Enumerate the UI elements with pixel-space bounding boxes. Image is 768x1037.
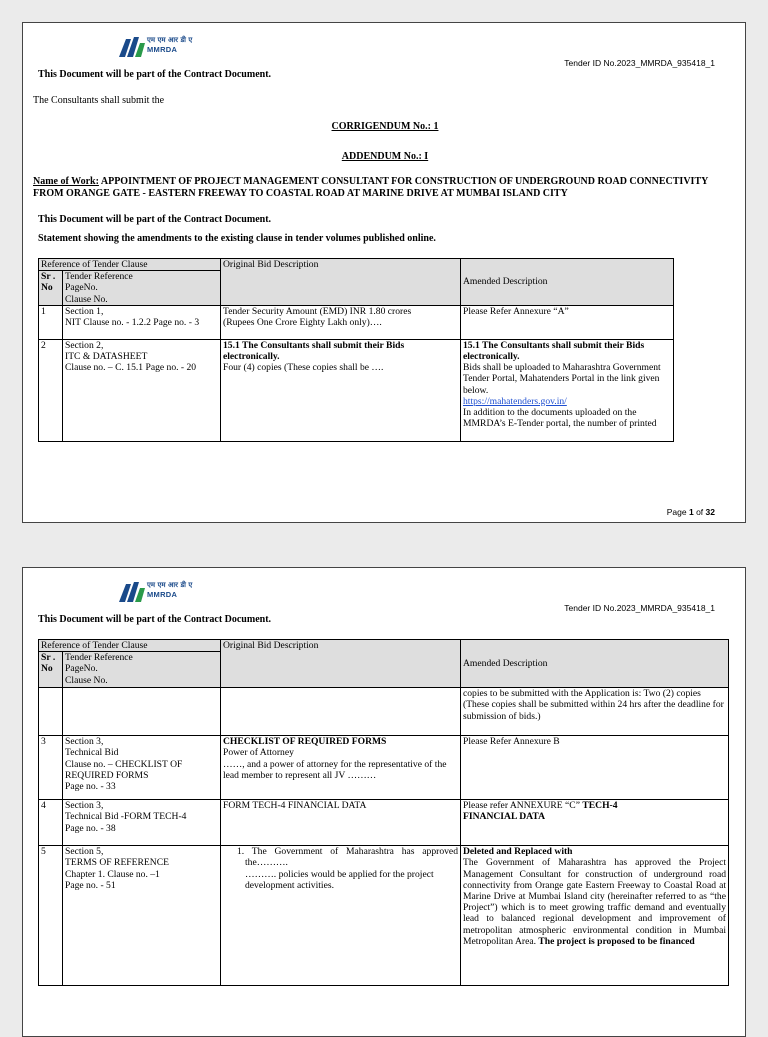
logo-hindi-text: एम एम आर डी ए	[147, 581, 193, 589]
name-of-work-text: APPOINTMENT OF PROJECT MANAGEMENT CONSULTANT FOR CONSTRUCTION OF UNDERGROUND ROAD CONNECTIVITY FROM ORANGE GATE - EASTERN FREEWAY TO COASTAL ROAD AT MARINE DRIVE AT MUMBAI ISLAND CITY	[33, 176, 708, 199]
row-orig-line: Power of Attorney	[223, 747, 294, 759]
row-amended	[461, 846, 729, 986]
header-ref-group: Reference of Tender Clause	[39, 640, 221, 652]
row-amended-line: Bids shall be uploaded to Maharashtra Government Tender Portal, Mahatenders Portal in the link given below.	[463, 362, 661, 396]
row-ref-line: Page no. - 33	[65, 781, 116, 793]
corrigendum-heading: CORRIGENDUM No.: 1	[331, 121, 439, 132]
row-ref-line: Clause no. – CHECKLIST OF	[65, 758, 183, 770]
contract-note: This Document will be part of the Contract Document.	[38, 614, 272, 625]
row-ref-line: Technical Bid	[65, 747, 119, 759]
mahatenders-link[interactable]: https://mahatenders.gov.in/	[463, 395, 567, 407]
header-tender-ref-3: Clause No.	[65, 674, 108, 686]
row-ref-line: Clause no. – C. 15.1 Page no. - 20	[65, 362, 197, 374]
page-of: of	[693, 507, 706, 517]
header-tender-ref-2: PageNo.	[65, 663, 98, 675]
header-sr: Sr . No	[39, 271, 63, 306]
page-total: 32	[705, 507, 715, 517]
document-page-1	[22, 22, 746, 523]
header-tender-ref-2: PageNo.	[65, 282, 98, 294]
row-sr: 1	[39, 305, 63, 339]
mmrda-logo	[119, 33, 192, 57]
row-ref-line: REQUIRED FORMS	[65, 769, 149, 781]
table-row	[39, 736, 729, 800]
header-ref-group: Reference of Tender Clause	[39, 259, 221, 271]
logo-name: MMRDA	[147, 45, 178, 54]
row-ref-line: Section 2,	[65, 339, 104, 351]
row-orig-line: Tender Security Amount (EMD) INR 1.80 crores	[223, 305, 412, 317]
header-amended: Amended Description	[461, 640, 729, 688]
amendments-table	[38, 639, 729, 986]
contract-note-2: This Document will be part of the Contract Document.	[38, 214, 272, 225]
row-sr	[39, 688, 63, 736]
row-reference	[63, 339, 221, 441]
mmrda-logo-icon	[119, 33, 145, 57]
amendments-table	[38, 258, 674, 442]
row-original	[221, 305, 461, 339]
row-orig-line: Four (4) copies (These copies shall be ….	[223, 362, 384, 374]
row-amended	[461, 339, 674, 441]
row-sr: 4	[39, 800, 63, 846]
header-tender-ref-1: Tender Reference	[65, 271, 133, 283]
page-number	[667, 507, 715, 517]
row-ref-line: Section 1,	[65, 305, 104, 317]
header-tender-reference	[63, 652, 221, 688]
tender-id: Tender ID No.2023_MMRDA_935418_1	[564, 603, 715, 613]
table-row	[39, 339, 674, 441]
contract-note: This Document will be part of the Contract Document.	[38, 69, 272, 80]
row-ref-line: TERMS OF REFERENCE	[65, 857, 169, 869]
row-amended: Please Refer Annexure “A”	[461, 305, 674, 339]
row-amended-bold: The project is proposed to be financed	[538, 935, 695, 947]
header-tender-ref-3: Clause No.	[65, 293, 108, 305]
row-original	[221, 736, 461, 800]
row-ref-line: Page no. - 38	[65, 822, 116, 834]
table-row	[39, 846, 729, 986]
row-orig-bold: 15.1 The Consultants shall submit their Bids electronically.	[223, 339, 405, 363]
logo-hindi-text: एम एम आर डी ए	[147, 36, 193, 44]
row-ref-line: Chapter 1. Clause no. –1	[65, 868, 160, 880]
table-row	[39, 800, 729, 846]
row-amended-line: In addition to the documents uploaded on the MMRDA’s E-Tender portal, the number of printed	[463, 407, 657, 430]
row-orig-line: (Rupees One Crore Eighty Lakh only)….	[223, 317, 382, 329]
row-ref-line: Page no. - 51	[65, 879, 116, 891]
row-ref-line: NIT Clause no. - 1.2.2 Page no. - 3	[65, 317, 200, 329]
row-orig-bold: CHECKLIST OF REQUIRED FORMS	[223, 736, 387, 748]
header-amended: Amended Description	[461, 259, 674, 306]
row-reference	[63, 688, 221, 736]
row-original: FORM TECH-4 FINANCIAL DATA	[221, 800, 461, 846]
header-sr: Sr . No	[39, 652, 63, 688]
row-ref-line: Technical Bid -FORM TECH-4	[65, 811, 187, 823]
row-original	[221, 688, 461, 736]
row-amended-line: The Government of Maharashtra has approved the Project Management Consultant for construction of underground road connectivity from Orange gate Eastern Freeway to Coastal Road at Marine Drive at Mumbai Island city (hereinafter referred to as “the Project”) which is to meet growing traffic demand and eventually lead to balanced regional development and improvement of metropolitan atmospheric environmental condition in Mumbai Metropolitan Area.	[463, 857, 726, 947]
logo-name: MMRDA	[147, 590, 178, 599]
header-original: Original Bid Description	[221, 640, 461, 688]
name-of-work	[33, 176, 723, 200]
row-amended-bold: 15.1 The Consultants shall submit their Bids electronically.	[463, 339, 645, 363]
statement-text: Statement showing the amendments to the existing clause in tender volumes published online.	[38, 233, 436, 244]
addendum-heading: ADDENDUM No.: I	[341, 151, 429, 162]
document-page-2	[22, 567, 746, 1037]
name-of-work-label: Name of Work:	[33, 176, 99, 187]
table-row	[39, 305, 674, 339]
row-reference	[63, 736, 221, 800]
row-amended-bold: TECH-4	[582, 800, 618, 812]
row-amended-line: Please refer ANNEXURE “C”	[463, 800, 583, 812]
row-ref-line: Section 5,	[65, 846, 104, 858]
page-current: 1	[688, 507, 694, 517]
row-sr: 3	[39, 736, 63, 800]
row-original	[221, 846, 461, 986]
row-orig-line: ………. policies would be applied for the project development activities.	[245, 868, 434, 891]
row-amended-bold: Deleted and Replaced with	[463, 846, 573, 858]
row-sr: 5	[39, 846, 63, 986]
row-amended	[461, 800, 729, 846]
row-amended: copies to be submitted with the Application is: Two (2) copies (These copies shall be submitted within 24 hrs after the deadline for submission of bids.)	[461, 688, 729, 736]
row-original	[221, 339, 461, 441]
mmrda-logo-icon	[119, 578, 145, 602]
page-label: Page	[666, 507, 689, 517]
tender-id: Tender ID No.2023_MMRDA_935418_1	[564, 58, 715, 68]
header-tender-reference	[63, 271, 221, 306]
row-reference	[63, 800, 221, 846]
row-reference	[63, 305, 221, 339]
row-orig-line: ……, and a power of attorney for the representative of the lead member to represent all JV ………	[223, 758, 447, 781]
row-ref-line: Section 3,	[65, 736, 104, 748]
row-ref-line: ITC & DATASHEET	[65, 351, 148, 363]
row-reference	[63, 846, 221, 986]
header-tender-ref-1: Tender Reference	[65, 652, 133, 664]
row-orig-line: 1. The Government of Maharashtra has approved the……….	[237, 846, 458, 869]
table-row	[39, 688, 729, 736]
mmrda-logo	[119, 578, 192, 602]
row-amended-bold: FINANCIAL DATA	[463, 811, 545, 823]
header-original: Original Bid Description	[221, 259, 461, 306]
row-sr: 2	[39, 339, 63, 441]
row-ref-line: Section 3,	[65, 800, 104, 812]
row-amended: Please Refer Annexure B	[461, 736, 729, 800]
consultants-submit-text: The Consultants shall submit the	[33, 95, 165, 106]
